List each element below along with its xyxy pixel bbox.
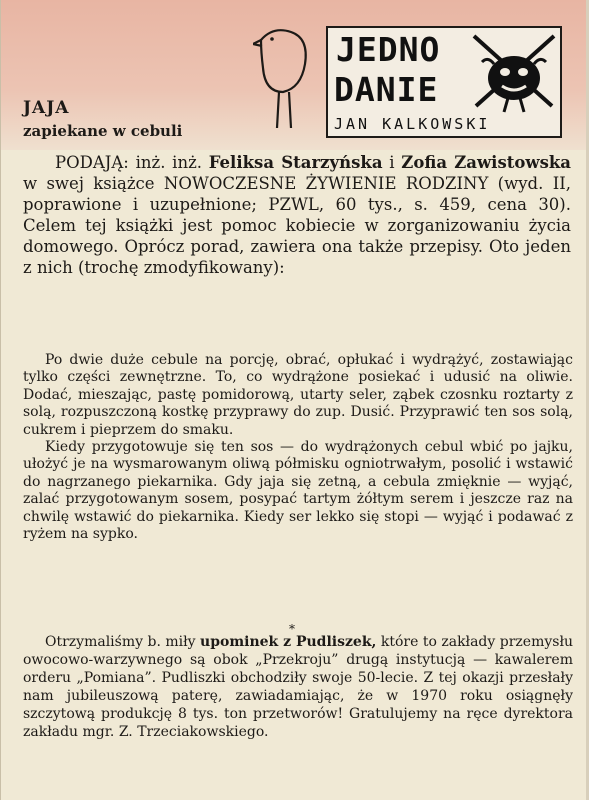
intro-author-1: Feliksa Starzyńska — [208, 153, 383, 172]
recipe-paragraph-1: Po dwie duże cebule na porcję, obrać, opłukać i wydrążyć, zostawiając tylko części zewnętrzne. To, co wydrążone posiekać i udusić na oliwie. Dodać, mieszając, pastę pomidorową, utarty seler, ząbek czosnku roztarty z solą, rozpuszczoną kostkę przyprawy do zup. Dusić. Przyprawić ten sos solą, cukrem i pieprzem do smaku. — [23, 352, 573, 438]
note-bold: upominek z Pudliszek, — [200, 634, 377, 650]
logo-author: JAN KALKOWSKI — [334, 115, 491, 133]
note-text-2: które to zakłady przemysłu owocowo-warzywnego są obok „Przekroju” drugą instytucją — kawalerem orderu „Pomiana”. Pudliszki obchodziły swoje 50-lecie. Z tej okazji przesłały nam jubileuszową paterę, zawiadamiając, że w 1970 roku osiągnęły szczytową produkcję 8 tys. ton przetworów! Gratulujemy na ręce dyrektora zakładu mgr. Z. Trzeciakowskiego. — [23, 634, 574, 740]
intro-paragraph — [23, 152, 571, 278]
intro-text-2: i — [382, 153, 402, 172]
logo-title-line1: JEDNO — [336, 30, 441, 69]
article-headline: JAJA — [23, 98, 70, 118]
intro-text-1: inż. inż. — [128, 153, 209, 172]
intro-text-3: w swej książce NOWOCZESNE ŻYWIENIE RODZINY (wyd. II, poprawione i uzupełnione; PZWL, 60 tys., s. 459, cena 30). Celem tej książki jest pomoc kobiecie w zorganizowaniu życia domowego. Oprócz porad, zawiera ona także przepisy. Oto jeden z nich (trochę zmodyfikowany): — [23, 174, 571, 277]
column-logo — [326, 26, 562, 138]
logo-title-line2: DANIE — [334, 70, 439, 109]
section-separator: * — [289, 622, 295, 636]
bird-doodle-icon — [253, 22, 313, 132]
recipe-paragraph-2: Kiedy przygotowuje się ten sos — do wydrążonych cebul wbić po jajku, ułożyć je na wysmarowanym oliwą półmisku ogniotrwałym, posolić i wstawić do nagrzanego piekarnika. Gdy jaja się zetną, a cebula zmięknie — wyjąć, zalać przygotowanym sosem, posypać tartym żółtym serem i jeszcze raz na chwilę wstawić do piekarnika. Kiedy ser lekko się stopi — wyjąć i podawać z ryżem na sypko. — [23, 439, 573, 543]
intro-lead: PODAJĄ: — [55, 153, 129, 172]
article-subheadline: zapiekane w cebuli — [23, 122, 183, 140]
crossed-cutlery-face-icon — [468, 32, 560, 114]
gift-note-paragraph — [23, 633, 573, 741]
note-text-1: Otrzymaliśmy b. miły — [45, 634, 201, 650]
recipe-body — [23, 352, 573, 543]
intro-author-2: Zofia Zawistowska — [401, 153, 571, 172]
